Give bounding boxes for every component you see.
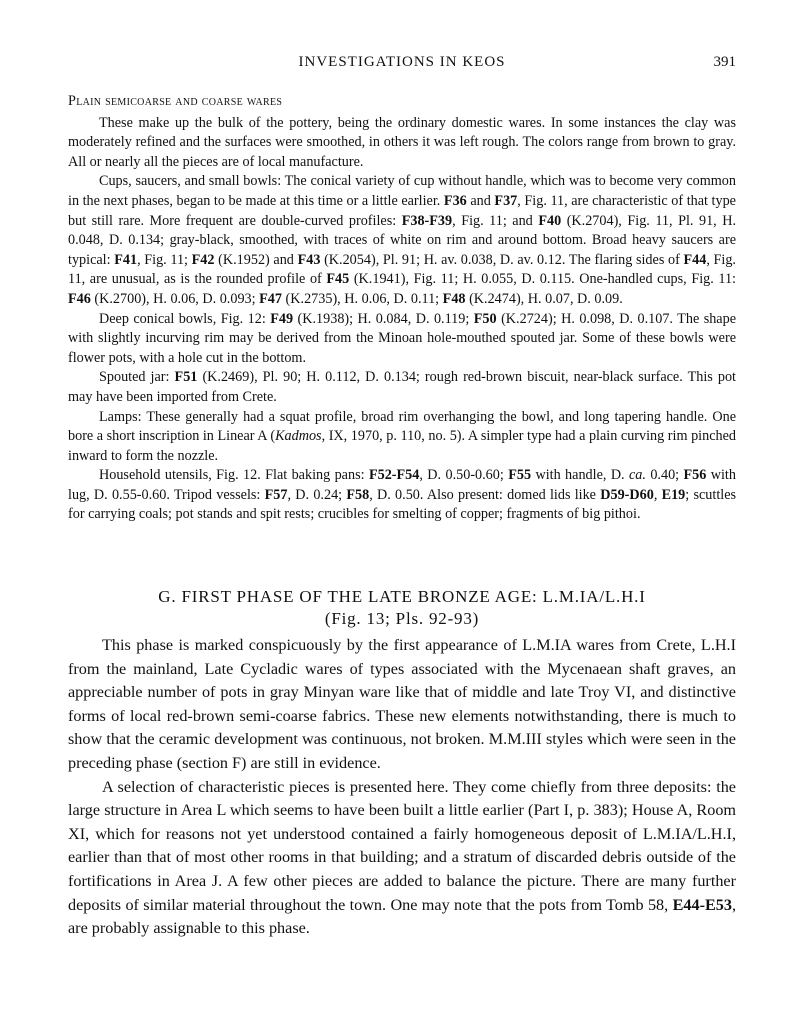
catalog-ref: F44 bbox=[683, 251, 707, 268]
subsection-heading: Plain semicoarse and coarse wares bbox=[68, 93, 283, 109]
abbreviation: ca. bbox=[629, 467, 646, 484]
section-heading bbox=[68, 586, 736, 630]
catalog-ref: F56 bbox=[683, 467, 707, 484]
catalog-ref: F41 bbox=[114, 251, 138, 268]
catalog-ref: F50 bbox=[473, 310, 497, 327]
catalog-ref: F37 bbox=[494, 192, 518, 209]
journal-title: Kadmos bbox=[275, 428, 322, 445]
catalog-ref: F55 bbox=[508, 467, 532, 484]
catalog-ref: F38-F39 bbox=[401, 212, 453, 229]
catalog-ref: D59-D60 bbox=[600, 486, 654, 503]
catalog-ref: F51 bbox=[174, 369, 198, 386]
catalog-ref: F40 bbox=[538, 212, 562, 229]
section-body bbox=[68, 634, 736, 941]
section-title: G. FIRST PHASE OF THE LATE BRONZE AGE: L.M.IA/L.H.I bbox=[158, 587, 646, 606]
paragraph-bowls: Deep conical bowls, Fig. 12: F49 (K.1938); H. 0.084, D. 0.119; F50 (K.2724); H. 0.098, D. 0.107. The shape with slightly incurving rim may be derived from the Minoan hole-mouthed spouted jar. Some of these bowls were flower pots, with a hole cut in the bottom. bbox=[68, 310, 736, 366]
plain-wares-block bbox=[68, 92, 736, 525]
running-header bbox=[68, 54, 736, 76]
paragraph-spouted-jar: Spouted jar: F51 (K.2469), Pl. 90; H. 0.112, D. 0.134; rough red-brown biscuit, near-black surface. This pot may have been imported from Crete. bbox=[68, 369, 736, 405]
page-number: 391 bbox=[713, 54, 736, 70]
catalog-ref: F43 bbox=[297, 251, 321, 268]
paragraph-phase-intro: This phase is marked conspicuously by the first appearance of L.M.IA wares from Crete, L.H.I from the mainland, Late Cycladic wares of types associated with the Mycenaean shaft graves, an appreciable number of pots in gray Minyan ware like that of middle and late Troy VI, and distinctive forms of local red-brown semi-coarse fabrics. These new elements notwithstanding, there is much to show that the ceramic development was continuous, not broken. M.M.III styles which were seen in the preceding phase (section F) are still in evidence. bbox=[68, 636, 736, 772]
paragraph-lamps: Lamps: These generally had a squat profile, broad rim overhanging the bowl, and long tapering handle. One bore a short inscription in Linear A (Kadmos, IX, 1970, p. 110, no. 5). A simpler type had a plain curving rim pinched inward to form the nozzle. bbox=[68, 408, 736, 464]
paragraph-utensils: Household utensils, Fig. 12. Flat baking pans: F52-F54, D. 0.50-0.60; F55 with handle, D. ca. 0.40; F56 with lug, D. 0.55-0.60. Tripod vessels: F57, D. 0.24; F58, D. 0.50. Also present: domed lids like D59-D60, E19; scuttles for carrying coals; pot stands and spit rests; crucibles for smelting of copper; fragments of big pithoi. bbox=[68, 467, 737, 523]
catalog-ref: F57 bbox=[264, 486, 288, 503]
catalog-ref: F49 bbox=[270, 310, 294, 327]
catalog-ref: F45 bbox=[326, 271, 350, 288]
catalog-ref: F48 bbox=[442, 290, 466, 307]
catalog-ref: E44-E53 bbox=[672, 895, 732, 914]
section-subtitle: (Fig. 13; Pls. 92-93) bbox=[324, 609, 480, 628]
running-title: INVESTIGATIONS IN KEOS bbox=[298, 54, 506, 70]
paragraph-intro: These make up the bulk of the pottery, being the ordinary domestic wares. In some instances the clay was moderately refined and the surfaces were smoothed, in others it was left rough. The colors range from brown to gray. All or nearly all the pieces are of local manufacture. bbox=[68, 114, 736, 170]
catalog-ref: F47 bbox=[259, 290, 282, 307]
catalog-ref: F58 bbox=[346, 486, 370, 503]
paragraph-cups: Cups, saucers, and small bowls: The conical variety of cup without handle, which was to become very common in the next phases, began to be made at this time or a little earlier. F36 and F37, Fig. 11, are characteristic of that type but still rare. More frequent are double-curved profiles: F38-F39, Fig. 11; and F40 (K.2704), Fig. 11, Pl. 91, H. 0.048, D. 0.134; gray-black, smoothed, with traces of white on rim and around bottom. Broad heavy saucers are typical: F41, Fig. 11; F42 (K.1952) and F43 (K.2054), Pl. 91; H. av. 0.038, D. av. 0.12. The flaring sides of F44, Fig. 11, are unusual, as is the rounded profile of F45 (K.1941), Fig. 11; H. 0.055, D. 0.115. One-handled cups, Fig. 11: F46 (K.2700), H. 0.06, D. 0.093; F47 (K.2735), H. 0.06, D. 0.11; F48 (K.2474), H. 0.07, D. 0.09. bbox=[68, 173, 737, 307]
paragraph-deposits: A selection of characteristic pieces is presented here. They come chiefly from three deposits: the large structure in Area L which seems to have been built a little earlier (Part I, p. 383); House A, Room XI, which for reasons not yet understood contained a fairly homogeneous deposit of L.M.IA/L.H.I, earlier than that of most other rooms in that building; and a stratum of discarded debris outside of the fortifications in Area J. A few other pieces are added to balance the picture. There are many further deposits of similar material throughout the town. One may note that the pots from Tomb 58, E44-E53, are probably assignable to this phase. bbox=[68, 777, 736, 938]
catalog-ref: F46 bbox=[68, 290, 91, 307]
catalog-ref: F36 bbox=[443, 192, 467, 209]
catalog-ref: F52-F54 bbox=[368, 467, 420, 484]
catalog-ref: E19 bbox=[661, 486, 686, 503]
catalog-ref: F42 bbox=[191, 251, 215, 268]
